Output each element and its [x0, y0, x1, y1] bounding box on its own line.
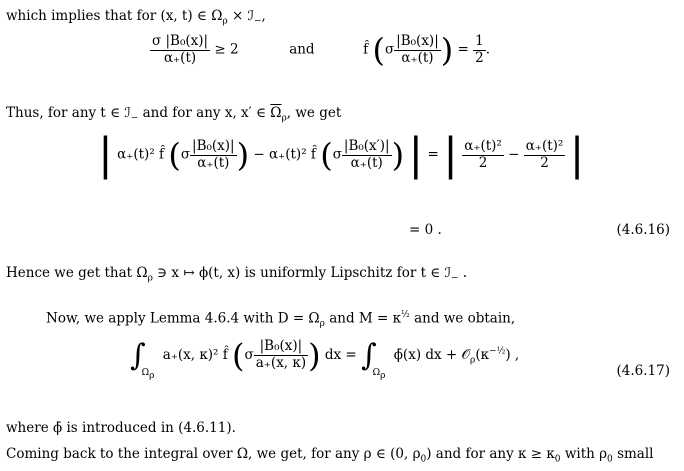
- text-line-9: [6, 446, 654, 468]
- superscript: −½: [489, 346, 506, 357]
- abs-bar-close: |: [569, 129, 585, 180]
- text-span: , we get: [286, 105, 342, 121]
- fraction: [524, 139, 566, 171]
- subscript: 0: [420, 454, 427, 465]
- fraction: [190, 139, 237, 171]
- text-span: × ℐ: [227, 8, 254, 24]
- integral-sign: ∫: [130, 338, 146, 373]
- fraction: [462, 139, 504, 171]
- paren-open: (: [232, 336, 245, 375]
- equation-2-line-2: [409, 222, 442, 238]
- equation-number-4-6-16: (4.6.16): [616, 222, 670, 238]
- f-hat: f̂: [363, 41, 369, 58]
- abs-bar-close: |: [408, 129, 424, 180]
- numerator: α₊(t)²: [464, 137, 502, 154]
- term: = 0 .: [409, 222, 442, 238]
- paren-close: ): [391, 136, 405, 174]
- denominator: α₊(t): [401, 49, 434, 66]
- term: ) ,: [505, 347, 520, 363]
- numerator: |B₀(x′)|: [343, 137, 390, 154]
- numerator: |B₀(x)|: [254, 339, 308, 356]
- text-span: ∋ x ↦ ϕ(t, x) is uniformly Lipschitz for t ∈ ℐ: [152, 265, 451, 281]
- subscript: Ω: [141, 367, 150, 378]
- subscript: ρ: [470, 355, 476, 366]
- subscript: ρ: [149, 370, 155, 381]
- paren-close: ): [236, 136, 250, 174]
- fraction: [394, 34, 441, 66]
- text-span: and M = κ: [324, 310, 402, 327]
- equation-1: $\frac{\text{σ |B₀(x)|}}{\alpha_+(t)}$ ≥ 2 and f̂ (σ $\frac{\text{|B₀(x)|}}{\alpha_+(t)}$ ) = $\frac{1}{2}$ .: [152, 31, 491, 70]
- relation: =: [457, 41, 469, 58]
- text-span: ,: [261, 8, 266, 24]
- text-span: Hence we get that Ω: [6, 265, 148, 281]
- text-span: ) and for any κ ≥ κ: [426, 446, 555, 462]
- paren-close: ): [440, 31, 454, 70]
- text-span: is introduced in (4.6.11).: [62, 420, 236, 436]
- integral-sign: ∫: [361, 338, 377, 373]
- sigma: σ: [180, 146, 191, 163]
- equation-number-4-6-17: (4.6.17): [616, 363, 670, 379]
- abs-bar-open: |: [443, 129, 458, 180]
- equation-3: [130, 336, 520, 381]
- omega-closure: $\overline{\Omega}$: [270, 105, 282, 121]
- text-span: which implies that for (x, t) ∈ Ω: [6, 8, 223, 24]
- subscript: 0: [554, 454, 561, 465]
- term: − α₊(t)² f̂: [253, 146, 316, 163]
- text-line-8: [6, 420, 236, 436]
- denominator: α₊(t): [163, 49, 197, 66]
- subscript: Ω: [372, 367, 381, 378]
- equation-2: [98, 129, 585, 180]
- subscript: 0: [607, 454, 613, 465]
- denominator: 2: [475, 49, 484, 66]
- minus: −: [508, 146, 520, 163]
- subscript: −: [450, 273, 459, 284]
- phi-bar: ϕ̄: [52, 420, 63, 436]
- sigma: σ: [244, 347, 254, 363]
- subscript: −: [130, 113, 139, 124]
- text-line-6: [46, 307, 515, 332]
- abs-bar-open: |: [98, 129, 113, 180]
- relation: ≥ 2: [214, 41, 239, 58]
- paren-open: (: [372, 31, 385, 70]
- text-span: and we obtain,: [409, 310, 516, 327]
- denominator: α₊(t): [350, 154, 383, 171]
- subscript: ρ: [380, 370, 386, 381]
- text-line-3: [6, 105, 341, 127]
- numerator: 1: [475, 33, 484, 49]
- numerator: α₊(t)²: [525, 137, 564, 154]
- text-span: and for any x, x′ ∈: [138, 105, 271, 121]
- subscript: ρ: [147, 273, 153, 284]
- paren-open: (: [168, 136, 181, 174]
- text-span: Now, we apply Lemma 4.6.4 with D = Ω: [46, 310, 320, 327]
- fraction: [473, 34, 486, 66]
- term: a₊(x, κ)² f̂: [162, 347, 228, 363]
- denominator: a₊(x, κ): [255, 355, 307, 371]
- subscript: ρ: [222, 16, 228, 27]
- text-line-1: [6, 8, 266, 30]
- superscript: ½: [401, 310, 410, 320]
- numerator: |B₀(x)|: [192, 137, 235, 154]
- term: ϕ̄(x) dx + 𝒪: [393, 347, 471, 363]
- and-word: and: [289, 41, 315, 58]
- denominator: α₊(t): [197, 154, 230, 171]
- subscript: −: [253, 16, 262, 27]
- subscript: ρ: [281, 113, 287, 124]
- relation: =: [427, 146, 439, 163]
- numerator: |B₀(x)|: [396, 33, 439, 49]
- term: (κ: [475, 347, 490, 363]
- denominator: 2: [478, 154, 488, 171]
- text-span: .: [458, 265, 468, 281]
- sigma: σ: [332, 146, 342, 163]
- fraction: [254, 339, 308, 371]
- fraction: [342, 139, 392, 171]
- text-span: small: [612, 446, 654, 462]
- text-span: Coming back to the integral over Ω, we get, for any ρ ∈ (0, ρ: [6, 446, 421, 462]
- paren-close: ): [308, 336, 321, 375]
- term: α₊(t)² f̂: [117, 146, 165, 163]
- fraction: [150, 34, 210, 66]
- denominator: 2: [540, 154, 549, 171]
- sigma: σ: [384, 41, 395, 58]
- text-span: where: [6, 420, 53, 436]
- term: dx =: [324, 347, 357, 363]
- text-line-5: [6, 265, 467, 287]
- subscript: ρ: [319, 319, 325, 330]
- text-span: Thus, for any t ∈ ℐ: [6, 105, 131, 121]
- text-span: with ρ: [560, 446, 608, 462]
- paren-open: (: [320, 136, 333, 174]
- numerator: σ |B₀(x)|: [152, 33, 209, 49]
